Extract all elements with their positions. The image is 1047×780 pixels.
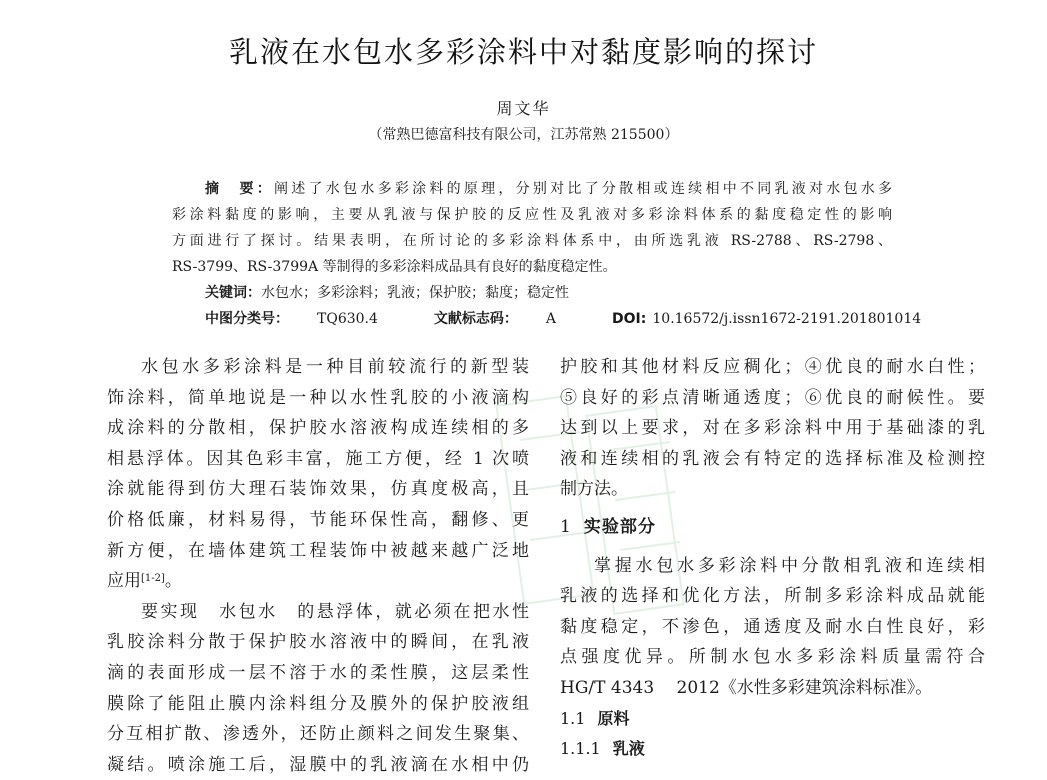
text-line: 护胶和其他材料反应稠化；④优良的耐水白性； xyxy=(560,357,985,377)
text-line: 膜除了能阻止膜内涂料组分及膜外的保护胶液组 xyxy=(107,693,529,714)
abstract-line: 方面进行了探讨。结果表明，在所讨论的多彩涂料体系中，由所选乳液 RS-2788、RS-2798、 xyxy=(172,233,892,249)
text-line: 饰涂料，简单地说是一种以水性乳胶的小液滴构 xyxy=(107,387,529,408)
text-line: 相悬浮体。因其色彩丰富，施工方便，经 1 次喷 xyxy=(107,448,529,469)
keywords-line xyxy=(172,280,892,306)
text-line: 要实现 水包水 的悬浮体，就必须在把水性 xyxy=(141,601,529,622)
abstract-line: RS-3799、RS-3799A 等制得的多彩涂料成品具有良好的黏度稳定性。 xyxy=(172,259,617,275)
author-name: 周文华 xyxy=(496,99,551,118)
text-line: 液和连续相的乳液会有特定的选择标准及检测控 xyxy=(560,448,985,469)
left-column xyxy=(107,352,529,780)
clc-label: 中图分类号： xyxy=(205,311,289,327)
right-column xyxy=(560,352,985,765)
text-line: 应用[1-2]。 xyxy=(107,571,182,592)
abstract-line: 摘 要：阐述了水包水多彩涂料的原理，分别对比了分散相或连续相中不同乳液对水包水多 xyxy=(205,181,893,197)
text-line: 制方法。 xyxy=(560,479,628,500)
classification-line xyxy=(172,306,922,332)
keywords-text: 水包水；多彩涂料；乳液；保护胶；黏度；稳定性 xyxy=(261,285,569,301)
abstract-line: 彩涂料黏度的影响，主要从乳液与保护胶的反应性及乳液对多彩涂料体系的黏度稳定性的影响 xyxy=(172,207,892,223)
doi-label: DOI: xyxy=(612,311,647,327)
citation-ref[interactable]: [1-2] xyxy=(141,573,165,585)
text-line: 黏度稳定，不渗色，通透度及耐水白性良好，彩 xyxy=(560,616,985,637)
subsection-heading-emulsion: 1.1.1 乳液 xyxy=(560,739,645,759)
doi-value: 10.16572/j.issn1672-2191.201801014 xyxy=(652,311,922,327)
text-line: 滴的表面形成一层不溶于水的柔性膜，这层柔性 xyxy=(107,662,529,683)
experiment-paragraph xyxy=(560,551,985,704)
doc-code-value: A xyxy=(545,311,557,327)
text-line: 达到以上要求，对在多彩涂料中用于基础漆的乳 xyxy=(560,418,985,439)
text-line: 乳胶涂料分散于保护胶水溶液中的瞬间，在乳液 xyxy=(107,632,529,653)
subsection-heading-materials: 1.1 原料 xyxy=(560,708,630,728)
keywords-label: 关键词： xyxy=(205,285,261,301)
text-line: 新方便，在墙体建筑工程装饰中被越来越广泛地 xyxy=(107,540,529,561)
doc-code-label: 文献标志码： xyxy=(433,311,518,327)
text-line: 涂就能得到仿大理石装饰效果，仿真度极高，且 xyxy=(107,479,529,500)
paper-title: 乳液在水包水多彩涂料中对黏度影响的探讨 xyxy=(228,35,818,69)
text-line: 点强度优异。所制水包水多彩涂料质量需符合 xyxy=(560,647,985,668)
text-line: 水包水多彩涂料是一种目前较流行的新型装 xyxy=(141,357,529,377)
abstract-block xyxy=(172,176,922,332)
requirements-paragraph xyxy=(560,352,985,505)
section-heading-experiment: 1 实验部分 xyxy=(560,516,656,537)
text-line: 成涂料的分散相，保护胶水溶液构成连续相的多 xyxy=(107,418,529,439)
abstract-label: 摘 要： xyxy=(205,181,275,197)
text-line: 掌握水包水多彩涂料中分散相乳液和连续相 xyxy=(594,555,985,576)
intro-paragraph-1 xyxy=(107,352,529,597)
text-line: 价格低廉，材料易得，节能环保性高，翻修、更 xyxy=(107,509,529,530)
text-line: 凝结。喷涂施工后，湿膜中的乳液滴在水相中仍 xyxy=(107,754,529,775)
intro-paragraph-2 xyxy=(107,597,529,780)
text-line: 乳液的选择和优化方法，所制多彩涂料成品就能 xyxy=(560,586,985,607)
text-line: ⑤良好的彩点清晰通透度；⑥优良的耐候性。要 xyxy=(560,387,985,408)
author-affiliation: （常熟巴德富科技有限公司，江苏常熟 215500） xyxy=(368,127,679,143)
text-line: HG/T 4343 2012《水性多彩建筑涂料标准》。 xyxy=(560,677,933,698)
clc-value: TQ630.4 xyxy=(317,311,378,327)
text-line: 分互相扩散、渗透外，还防止颜料之间发生聚集、 xyxy=(107,724,529,745)
